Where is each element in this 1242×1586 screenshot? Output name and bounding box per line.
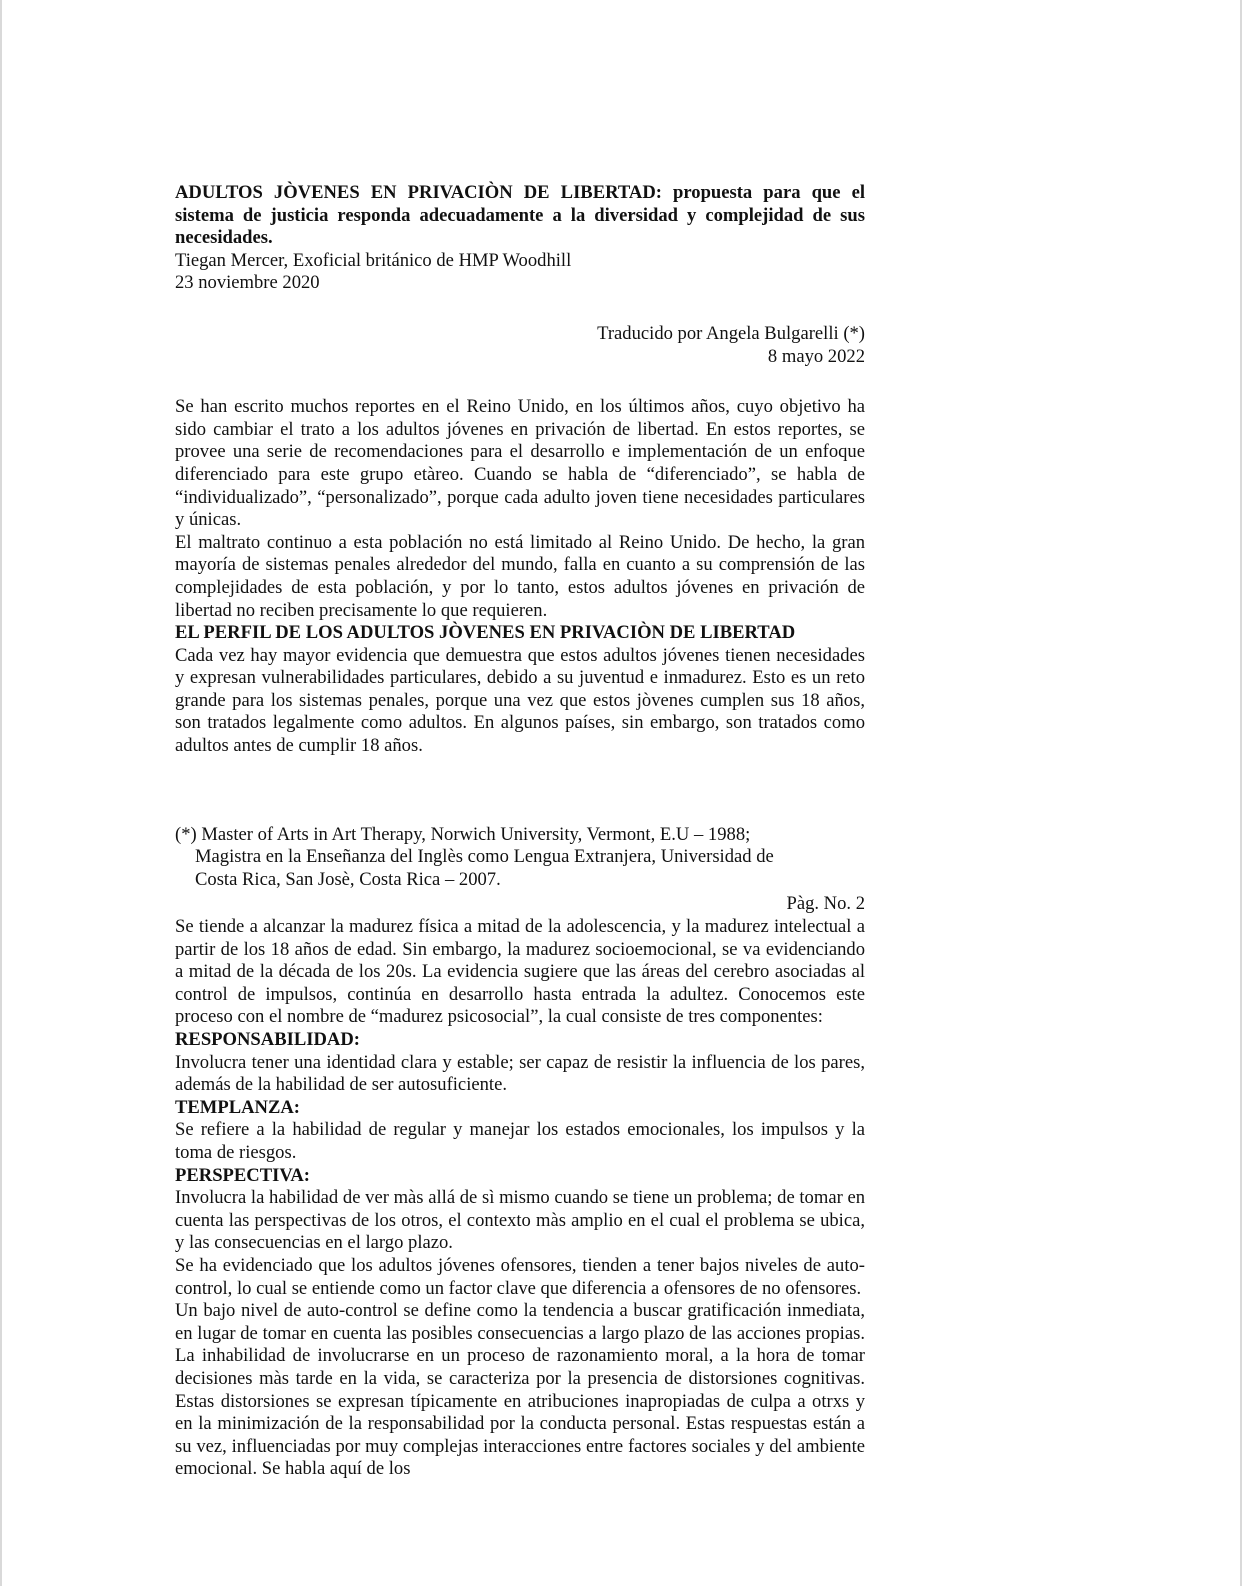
spacer [175, 368, 865, 396]
spacer [175, 295, 865, 323]
heading-responsibility: RESPONSABILIDAD: [175, 1029, 360, 1050]
original-date: 23 noviembre 2020 [175, 272, 320, 294]
paragraph-responsibility: Involucra tener una identidad clara y estable; ser capaz de resistir la influencia de los pares, además de la habilidad de ser autosuficiente. [175, 1051, 865, 1096]
page-left-edge [0, 0, 2, 1586]
footnote-line-3: Costa Rica, San Josè, Costa Rica – 2007. [195, 868, 501, 890]
paragraph-maturity: Se tiende a alcanzar la madurez física a mitad de la adolescencia, y la madurez intelectual a partir de los 18 años de edad. Sin embargo, la madurez socioemocional, se va evidenciando a mitad de la década de los 20s. La evidencia sugiere que las áreas del cerebro asociadas al control de impulsos, continúa en desarrollo hasta entrada la adultez. Conocemos este proceso con el nombre de “madurez psicosocial”, la cual consiste de tres componentes: [175, 916, 865, 1028]
document-body [175, 182, 865, 1481]
paragraph-offenders: Se ha evidenciado que los adultos jóvenes ofensores, tienden a tener bajos niveles de auto-control, lo cual se entiende como un factor clave que diferencia a ofensores de no ofensores. [175, 1254, 865, 1299]
translation-date: 8 mayo 2022 [767, 345, 865, 367]
paragraph-evidence: Cada vez hay mayor evidencia que demuestra que estos adultos jóvenes tienen necesidades y expresan vulnerabilidades particulares, debido a su juventud e inmadurez. Esto es un reto grande para los sistemas penales, porque una vez que estos jòvenes cumplen sus 18 años, son tratados legalmente como adultos. En algunos países, sin embargo, son tratados como adultos antes de cumplir 18 años. [175, 644, 865, 757]
paragraph-self-control: Un bajo nivel de auto-control se define como la tendencia a buscar gratificación inmediata, en lugar de tomar en cuenta las posibles consecuencias a largo plazo de las acciones propias. La inhabilidad de involucrarse en un proceso de razonamiento moral, a la hora de tomar decisiones màs tarde en la vida, se caracteriza por la presencia de distorsiones cognitivas. Estas distorsiones se expresan típicamente en atribuciones inapropiadas de culpa a otrxs y en la minimización de la responsabilidad por la conducta personal. Estas respuestas están a su vez, influenciadas por muy complejas interacciones entre factores sociales y del ambiente emocional. Se habla aquí de los [175, 1300, 865, 1480]
section-heading-profile: EL PERFIL DE LOS ADULTOS JÒVENES EN PRIVACIÒN DE LIBERTAD [175, 622, 796, 644]
paragraph-temperance: Se refiere a la habilidad de regular y manejar los estados emocionales, los impulsos y la toma de riesgos. [175, 1119, 865, 1163]
spacer [175, 758, 865, 824]
heading-temperance: TEMPLANZA: [175, 1096, 300, 1118]
footnote-line-1: (*) Master of Arts in Art Therapy, Norwich University, Vermont, E.U – 1988; [175, 823, 751, 845]
document-title: ADULTOS JÒVENES EN PRIVACIÒN DE LIBERTAD: propuesta para que el sistema de justicia responda adecuadamente a la diversidad y complejidad de sus necesidades. [175, 182, 865, 249]
paragraph-mistreatment: El maltrato continuo a esta población no está limitado al Reino Unido. De hecho, la gran mayoría de sistemas penales alrededor del mundo, falla en cuanto a su comprensión de las complejidades de esta población, y por lo tanto, estos adultos jóvenes en privación de libertad no reciben precisamente lo que requieren. [175, 531, 865, 621]
author-line: Tiegan Mercer, Exoficial británico de HMP Woodhill [175, 249, 572, 271]
paragraph-perspective: Involucra la habilidad de ver màs allá de sì mismo cuando se tiene un problema; de tomar en cuenta las perspectivas de los otros, el contexto màs amplio en el cual el problema se ubica, y las consecuencias en el largo plazo. [175, 1187, 865, 1254]
translator-line: Traducido por Angela Bulgarelli (*) [597, 322, 865, 344]
page-number: Pàg. No. 2 [786, 893, 865, 915]
paragraph-intro: Se han escrito muchos reportes en el Reino Unido, en los últimos años, cuyo objetivo ha sido cambiar el trato a los adultos jóvenes en privación de libertad. En estos reportes, se provee una serie de recomendaciones para el desarrollo e implementación de un enfoque diferenciado para este grupo etàreo. Cuando se habla de “diferenciado”, se habla de “individualizado”, “personalizado”, porque cada adulto joven tiene necesidades particulares y únicas. [175, 396, 865, 531]
footnote-line-2: Magistra en la Enseñanza del Inglès como Lengua Extranjera, Universidad de [195, 846, 774, 868]
heading-perspective: PERSPECTIVA: [175, 1164, 311, 1186]
